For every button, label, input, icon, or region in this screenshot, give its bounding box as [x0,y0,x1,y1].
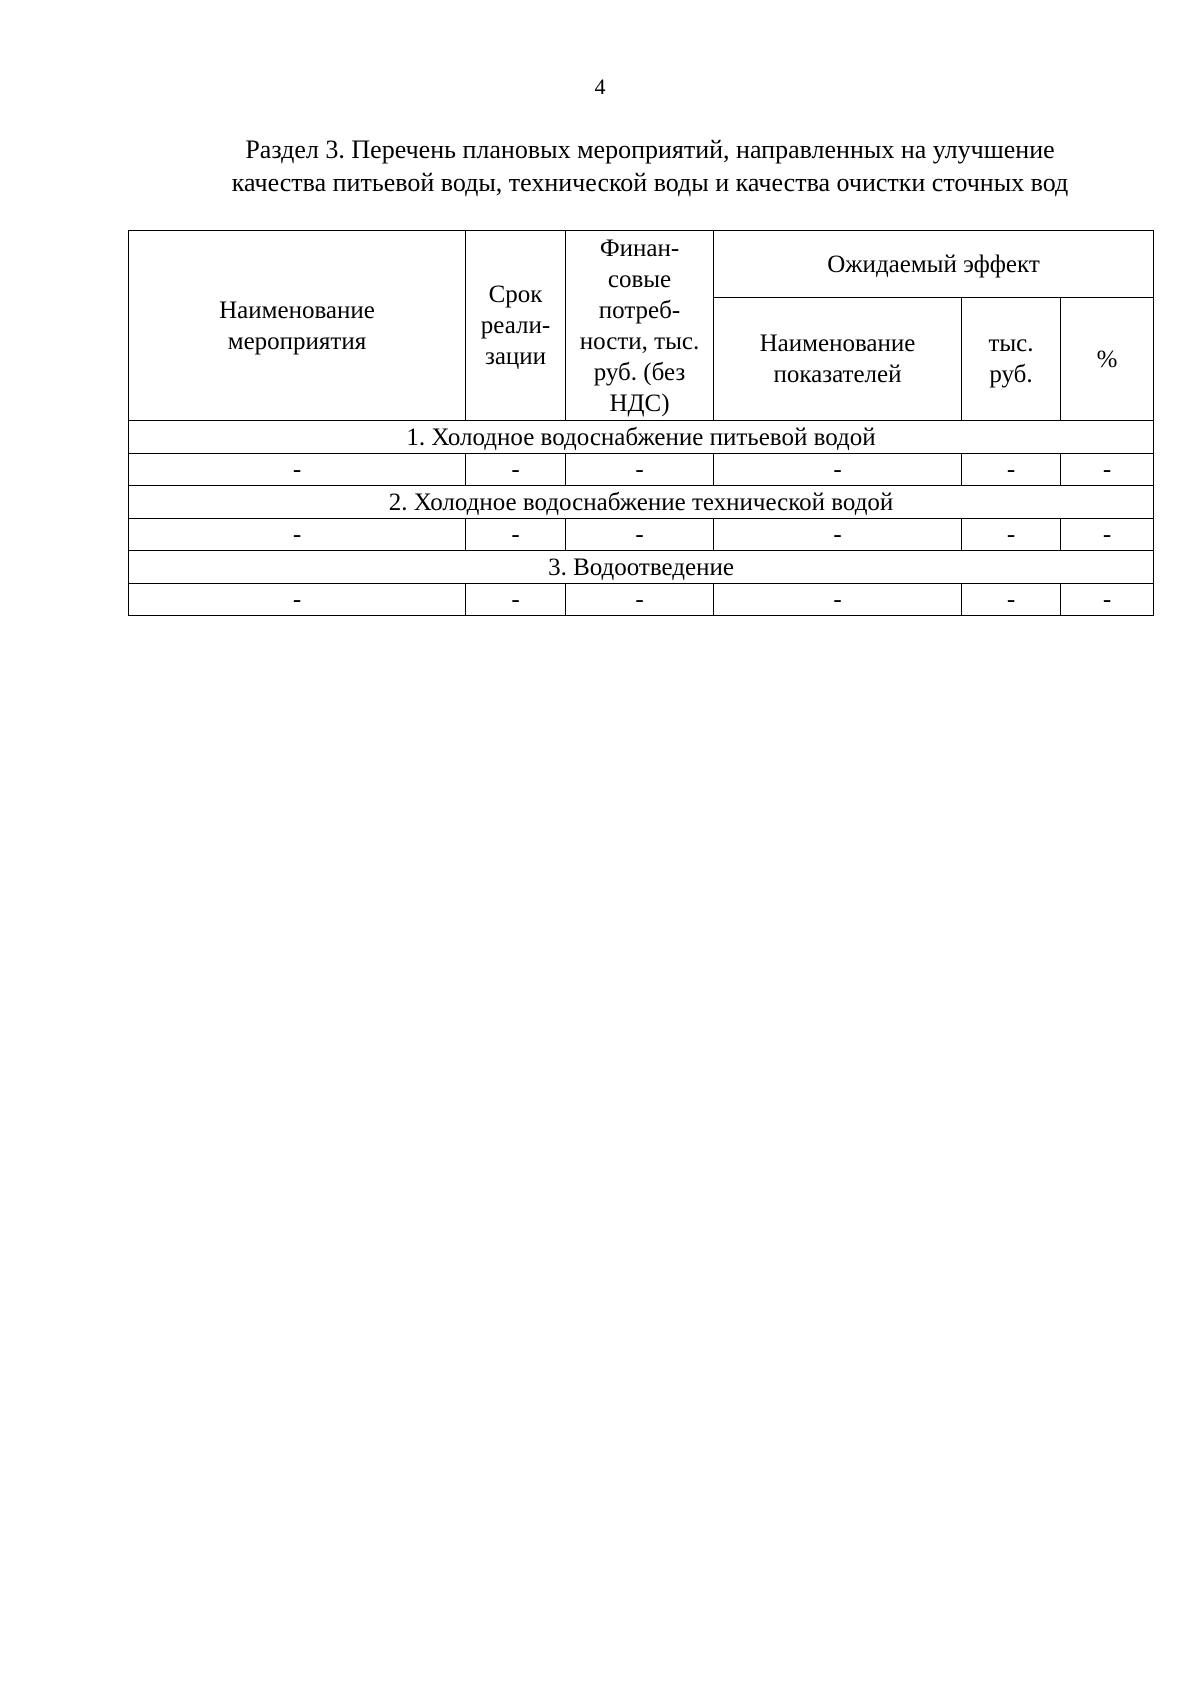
cell-finance: - [566,584,714,616]
section-row-1 [129,421,1154,454]
section-title-cell: 3. Водоотведение [129,551,1154,584]
measures-table [128,230,1154,616]
cell-indicator: - [714,519,962,551]
cell-finance: - [566,519,714,551]
header-row-1 [129,231,1154,298]
cell-thousand-rub: - [962,584,1061,616]
cell-name: - [129,584,466,616]
header-indicator-name: Наименование показателей [714,298,962,421]
header-thousand-rub: тыс. руб. [962,298,1061,421]
header-term: Срок реали-зации [466,231,566,421]
cell-term: - [466,584,566,616]
cell-term: - [466,454,566,486]
section-title [170,133,1130,199]
table-row [129,584,1154,616]
section-row-3 [129,551,1154,584]
section-title-cell: 2. Холодное водоснабжение технической водой [129,486,1154,519]
header-name: Наименование мероприятия [129,231,466,421]
cell-indicator: - [714,584,962,616]
cell-name: - [129,454,466,486]
header-finance: Финан-совые потреб-ности, тыс. руб. (без НДС) [566,231,714,421]
section-title-cell: 1. Холодное водоснабжение питьевой водой [129,421,1154,454]
table-row [129,519,1154,551]
header-expected-effect: Ожидаемый эффект [714,231,1154,298]
cell-term: - [466,519,566,551]
cell-finance: - [566,454,714,486]
cell-name: - [129,519,466,551]
table-row [129,454,1154,486]
cell-indicator: - [714,454,962,486]
cell-percent: - [1061,584,1154,616]
section-title-line-1: Раздел 3. Перечень плановых мероприятий, направленных на улучшение [245,135,1055,164]
cell-percent: - [1061,519,1154,551]
cell-thousand-rub: - [962,519,1061,551]
section-row-2 [129,486,1154,519]
section-title-line-2: качества питьевой воды, технической воды и качества очистки сточных вод [231,168,1069,197]
cell-thousand-rub: - [962,454,1061,486]
cell-percent: - [1061,454,1154,486]
header-percent: % [1061,298,1154,421]
page-number: 4 [594,74,606,99]
